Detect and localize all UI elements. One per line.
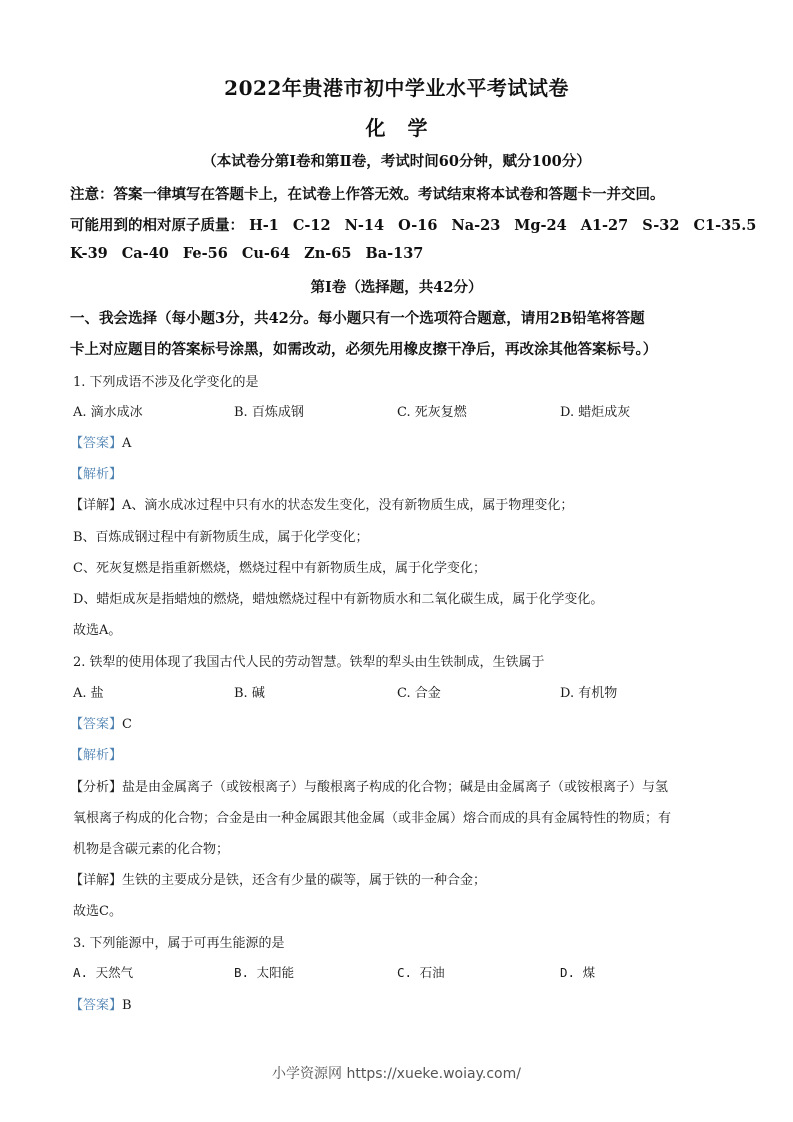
- question-1-detail-4: D、蜡炬成灰是指蜡烛的燃烧，蜡烛燃烧过程中有新物质水和二氧化碳生成，属于化学变化。: [73, 592, 604, 607]
- question-1-option-c: C. 死灰复燃: [397, 405, 467, 420]
- question-2-analysis-1: 【分析】盐是由金属离子（或铵根离子）与酸根离子构成的化合物；碱是由金属离子（或铵根离子）与氢: [70, 780, 669, 795]
- exam-title: 2022年贵港市初中学业水平考试试卷: [224, 76, 569, 100]
- question-2-answer: [70, 713, 132, 732]
- question-1-detail-3: C、死灰复燃是指重新燃烧，燃烧过程中有新物质生成，属于化学变化；: [73, 561, 486, 576]
- question-1-option-b: B. 百炼成钢: [234, 405, 304, 420]
- detail-tag: 【详解】: [70, 873, 123, 888]
- question-2-analysis-tag: 【解析】: [70, 748, 123, 763]
- question-2-option-c: C. 合金: [397, 686, 441, 701]
- section-1-instruction-2: 卡上对应题目的答案标号涂黑，如需改动，必须先用橡皮擦干净后，再改涂其他答案标号。）: [70, 341, 658, 358]
- question-1-stem: 1. 下列成语不涉及化学变化的是: [73, 375, 259, 390]
- question-3-option-a: A. 天然气: [73, 965, 134, 980]
- atomic-mass-label: 可能用到的相对原子质量：: [70, 217, 244, 234]
- footer-watermark: 小学资源网 https://xueke.woiay.com/: [272, 1066, 521, 1082]
- answer-value: C: [122, 717, 132, 732]
- question-3-answer: [70, 994, 132, 1013]
- section-1-instruction-1: 一、我会选择（每小题3分，共42分。每小题只有一个选项符合题意，请用2B铅笔将答题: [70, 310, 645, 327]
- question-1-option-a: A. 滴水成冰: [73, 405, 143, 420]
- question-1-detail-2: B、百炼成钢过程中有新物质生成，属于化学变化；: [73, 530, 369, 545]
- question-1-analysis-tag: 【解析】: [70, 467, 123, 482]
- detail-tag: 【详解】: [70, 498, 123, 513]
- question-1-option-d: D. 蜡炬成灰: [560, 405, 631, 420]
- atomic-mass-line-1: [70, 214, 770, 235]
- question-3-option-b: B. 太阳能: [234, 965, 295, 980]
- notice-line: 注意：答案一律填写在答题卡上，在试卷上作答无效。考试结束将本试卷和答题卡一并交回。: [70, 186, 665, 203]
- question-2-analysis-2: 氧根离子构成的化合物；合金是由一种金属跟其他金属（或非金属）熔合而成的具有金属特性的物质；有: [73, 811, 672, 826]
- answer-value: A: [122, 436, 132, 451]
- question-2-analysis-3: 机物是含碳元素的化合物；: [73, 842, 230, 857]
- question-3-option-d: D. 煤: [560, 965, 596, 980]
- question-3-stem: 3. 下列能源中，属于可再生能源的是: [73, 936, 285, 951]
- subject-title: 化学: [365, 116, 450, 140]
- answer-tag: 【答案】: [70, 436, 123, 451]
- answer-tag: 【答案】: [70, 717, 123, 732]
- question-3-option-c: C. 石油: [397, 965, 445, 980]
- section-1-title: 第Ⅰ卷（选择题，共42分）: [310, 279, 483, 296]
- answer-tag: 【答案】: [70, 998, 123, 1013]
- question-1-answer: [70, 432, 131, 451]
- question-2-option-a: A. 盐: [73, 686, 104, 701]
- question-2-stem: 2. 铁犁的使用体现了我国古代人民的劳动智慧。铁犁的犁头由生铁制成，生铁属于: [73, 655, 545, 670]
- question-2-conclusion: 故选C。: [73, 904, 122, 919]
- analysis-tag: 【分析】: [70, 780, 123, 795]
- question-1-detail-1: 【详解】A、滴水成冰过程中只有水的状态发生变化，没有新物质生成，属于物理变化；: [70, 498, 574, 513]
- question-2-option-b: B. 碱: [234, 686, 265, 701]
- question-2-detail-1: 【详解】生铁的主要成分是铁，还含有少量的碳等，属于铁的一种合金；: [70, 873, 487, 888]
- atomic-mass-values-1: H-1 C-12 N-14 O-16 Na-23 Mg-24 A1-27 S-32 C1-35.5: [249, 217, 757, 234]
- question-2-option-d: D. 有机物: [560, 686, 618, 701]
- atomic-mass-line-2: K-39 Ca-40 Fe-56 Cu-64 Zn-65 Ba-137: [70, 245, 424, 262]
- question-1-conclusion: 故选A。: [73, 623, 122, 638]
- exam-info-note: （本试卷分第Ⅰ卷和第Ⅱ卷，考试时间60分钟，赋分100分）: [202, 153, 591, 170]
- answer-value: B: [122, 998, 132, 1013]
